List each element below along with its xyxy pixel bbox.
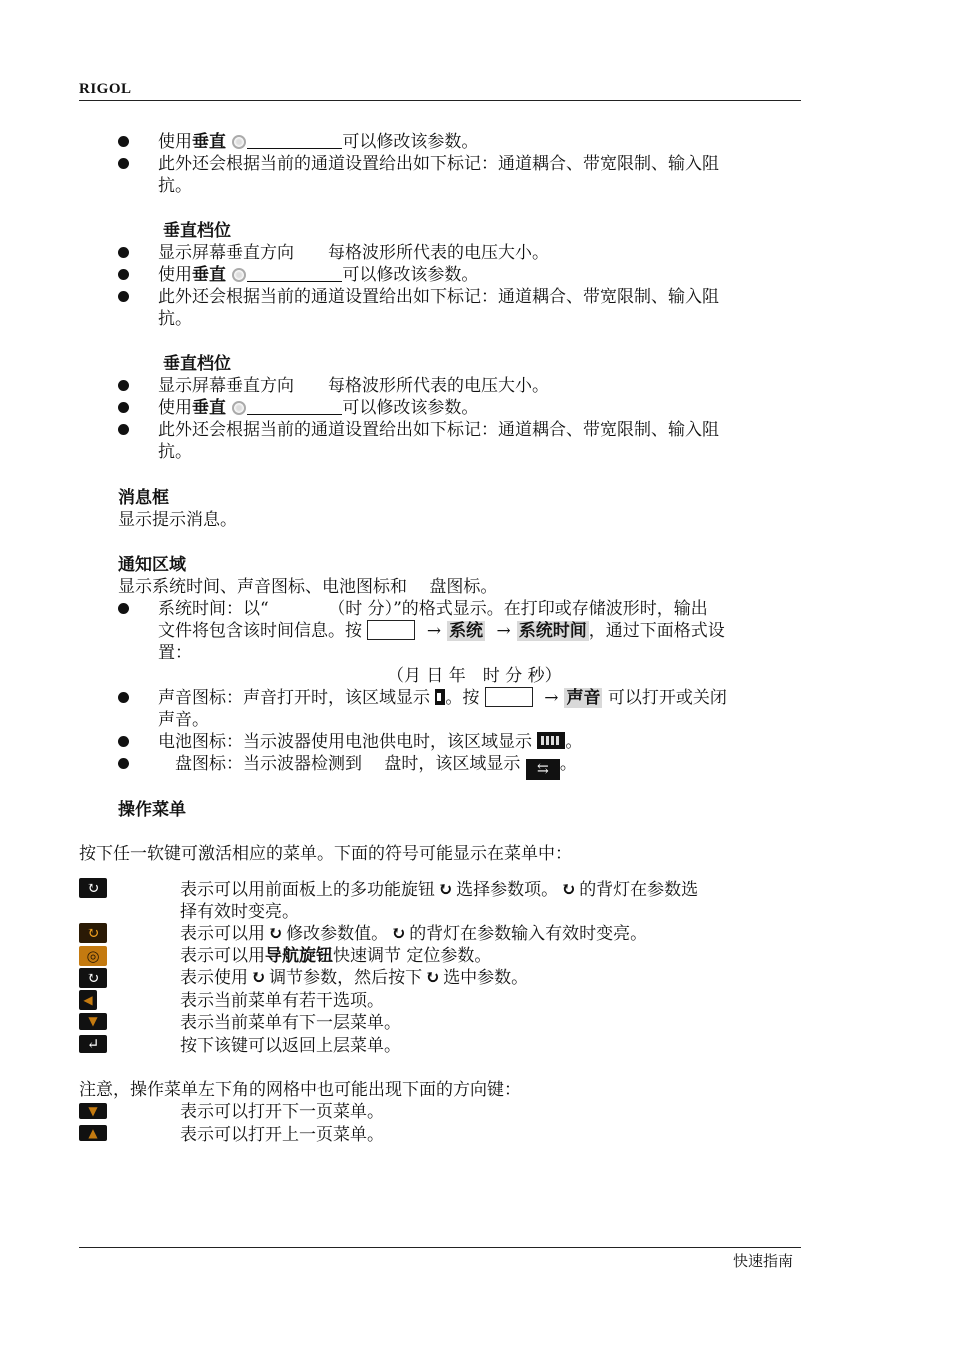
section-heading: 垂直档位 [163, 354, 231, 374]
bold-text: 垂直 [192, 265, 226, 285]
text: 盘图标：当示波器检测到 盘时，该区域显示 [158, 754, 521, 774]
list-item [158, 753, 577, 780]
menu-label: 声音 [566, 688, 601, 708]
bullet [118, 136, 129, 147]
text: 。按 [445, 688, 480, 708]
battery-icon [537, 732, 565, 749]
text: 可以修改该参数。 [342, 132, 479, 152]
list-item: 此外还会根据当前的通道设置给出如下标记：通道耦合、带宽限制、输入阻 [158, 287, 719, 307]
arrow-icon: → [496, 621, 511, 641]
text: ，通过下面格式设 [588, 621, 725, 641]
return-icon: ↵ [79, 1035, 107, 1053]
arrow-icon: → [426, 621, 442, 641]
list-item: 表示当前菜单有若干选项。 [180, 991, 384, 1011]
speaker-icon [435, 689, 445, 705]
text: 使用 [158, 132, 192, 152]
knob-press-icon: ↻ [79, 968, 107, 988]
knob-icon [232, 401, 246, 415]
text: 可以修改该参数。 [342, 398, 479, 418]
blank-underline [247, 134, 342, 149]
list-item [180, 879, 698, 901]
list-item [158, 731, 582, 753]
text: 的背灯在参数输入有效时变亮。 [409, 924, 648, 944]
menu-label: 系统时间 [518, 621, 587, 641]
list-item: 表示可以打开上一页菜单。 [180, 1125, 384, 1145]
knob-lit-icon: ↻ [79, 923, 107, 943]
list-item [158, 264, 478, 286]
rotate-icon: ↻ [268, 923, 284, 944]
list-item [158, 397, 478, 419]
list-item [180, 923, 647, 945]
page-down-icon: ▼ [79, 1103, 107, 1119]
usb-icon: ⇆ [526, 759, 560, 780]
list-item: 表示可以打开下一页菜单。 [180, 1102, 384, 1122]
list-item: 此外还会根据当前的通道设置给出如下标记：通道耦合、带宽限制、输入阻 [158, 154, 719, 174]
paragraph: 显示系统时间、声音图标、电池图标和 盘图标。 [118, 577, 498, 597]
footer-rule [79, 1247, 801, 1248]
bold-text: 垂直 [192, 398, 226, 418]
section-heading: 通知区域 [118, 555, 186, 575]
list-item: 表示当前菜单有下一层菜单。 [180, 1013, 401, 1033]
text: 文件将包含该时间信息。按 [158, 621, 362, 641]
bullet [118, 603, 129, 614]
options-arrow-icon: ◀ [79, 990, 97, 1010]
list-item [158, 131, 478, 153]
list-item: 系统时间：以“ （时 分）”的格式显示。在打印或存储波形时，输出 [158, 599, 708, 619]
text: 可以打开或关闭 [607, 688, 727, 708]
bullet [118, 736, 129, 747]
section-heading: 消息框 [118, 488, 169, 508]
text: 可以修改该参数。 [342, 265, 479, 285]
paragraph: 显示提示消息。 [118, 510, 237, 530]
text: 的背灯在参数选 [579, 880, 699, 900]
blank-underline [247, 400, 342, 415]
list-item-cont: 置： [158, 643, 192, 663]
blank-underline [247, 267, 342, 282]
list-item: 显示屏幕垂直方向 每格波形所代表的电压大小。 [158, 243, 549, 263]
paragraph: 按下任一软键可激活相应的菜单。下面的符号可能显示在菜单中： [79, 844, 572, 864]
rotate-icon: ↻ [561, 879, 577, 900]
page-up-icon: ▲ [79, 1125, 107, 1141]
text: 选择参数项。 [456, 880, 559, 900]
bold-text: 导航旋钮 [265, 946, 333, 966]
header-rule [79, 100, 801, 101]
rotate-icon: ↻ [391, 923, 407, 944]
text: 。 [565, 732, 583, 752]
header-brand: RIGOL [79, 81, 132, 97]
bullet [118, 158, 129, 169]
text: 表示使用 [180, 968, 248, 988]
rotate-icon: ↻ [425, 967, 441, 988]
text: 修改参数值。 [286, 924, 389, 944]
section-heading: 操作菜单 [118, 800, 186, 820]
key-box [485, 687, 533, 707]
knob-icon [232, 268, 246, 282]
bullet [118, 692, 129, 703]
list-item-cont: 抗。 [158, 442, 192, 462]
list-item-cont: 择有效时变亮。 [180, 902, 299, 922]
rotate-icon: ↻ [251, 967, 267, 988]
text: 快速调节 定位参数。 [333, 946, 492, 966]
bullet [118, 291, 129, 302]
list-item [180, 945, 491, 967]
bold-text: 垂直 [192, 132, 226, 152]
list-item-cont [158, 620, 725, 642]
text: 表示可以用前面板上的多功能旋钮 [180, 880, 435, 900]
section-heading: 垂直档位 [163, 221, 231, 241]
bullet [118, 269, 129, 280]
rotate-icon: ↻ [438, 879, 454, 900]
arrow-icon: → [544, 688, 559, 708]
list-item-cont: 抗。 [158, 176, 192, 196]
text: 表示可以用 [180, 924, 265, 944]
menu-label: 系统 [449, 621, 484, 641]
text: 电池图标：当示波器使用电池供电时，该区域显示 [158, 732, 532, 752]
bullet [118, 424, 129, 435]
bullet [118, 380, 129, 391]
footer-text: 快速指南 [733, 1252, 794, 1270]
list-item [180, 967, 528, 989]
text: 声音图标：声音打开时，该区域显示 [158, 688, 430, 708]
text: 使用 [158, 398, 192, 418]
bullet [118, 247, 129, 258]
list-item-cont: 抗。 [158, 309, 192, 329]
text: 使用 [158, 265, 192, 285]
text: 调节参数，然后按下 [269, 968, 423, 988]
navigation-knob-icon: ◎ [79, 946, 107, 966]
list-item [158, 687, 727, 709]
knob-icon [232, 135, 246, 149]
bullet [118, 402, 129, 413]
time-format: （月 日 年 时 分 秒） [387, 666, 562, 686]
text: 表示可以用 [180, 946, 265, 966]
list-item-cont: 声音。 [158, 710, 209, 730]
list-item: 按下该键可以返回上层菜单。 [180, 1036, 401, 1056]
list-item: 此外还会根据当前的通道设置给出如下标记：通道耦合、带宽限制、输入阻 [158, 420, 719, 440]
text: 选中参数。 [443, 968, 529, 988]
key-box [367, 620, 415, 640]
paragraph: 注意，操作菜单左下角的网格中也可能出现下面的方向键： [79, 1080, 521, 1100]
text: 。 [559, 754, 577, 774]
list-item: 显示屏幕垂直方向 每格波形所代表的电压大小。 [158, 376, 549, 396]
bullet [118, 758, 129, 769]
submenu-arrow-icon: ▼ [79, 1013, 107, 1030]
multifunction-knob-icon: ↻ [79, 878, 107, 898]
